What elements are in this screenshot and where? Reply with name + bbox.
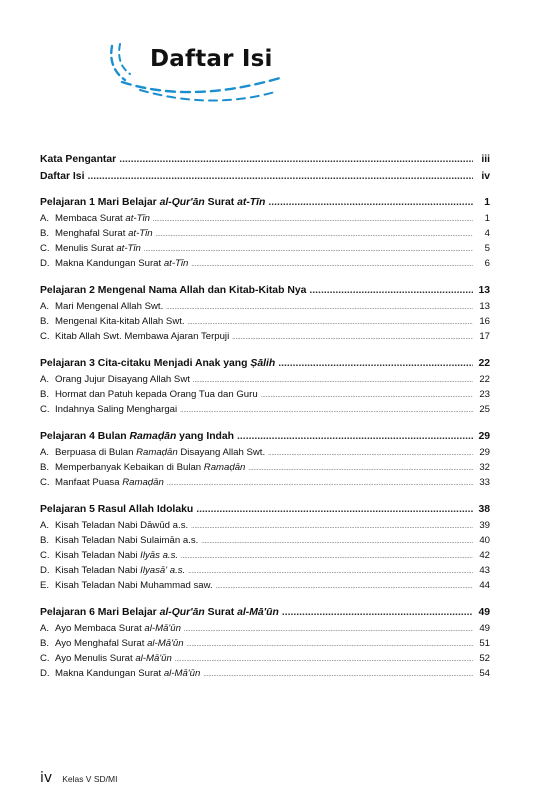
chapter-item-title: Makna Kandungan Surat at-Tīn bbox=[55, 258, 189, 269]
page-ref: iv bbox=[481, 171, 490, 182]
chapter-item-title: Mari Mengenal Allah Swt. bbox=[55, 301, 164, 312]
chapter-heading bbox=[40, 428, 490, 445]
page-ref: 13 bbox=[478, 285, 490, 296]
chapter-item bbox=[40, 299, 490, 314]
chapter-heading-title: Pelajaran 4 Bulan Ramaḍān yang Indah bbox=[40, 431, 235, 442]
item-letter: B. bbox=[40, 535, 50, 546]
page-ref: 23 bbox=[479, 389, 490, 400]
page-ref: 49 bbox=[478, 607, 490, 618]
chapter-item bbox=[40, 329, 490, 344]
chapter-item-title: Kisah Teladan Nabi Muhammad saw. bbox=[55, 580, 213, 591]
page-ref: 52 bbox=[479, 653, 490, 664]
front-entry bbox=[40, 151, 490, 168]
chapter-item bbox=[40, 621, 490, 636]
chapter-heading-title: Pelajaran 2 Mengenal Nama Allah dan Kitab-Kitab Nya bbox=[40, 285, 307, 296]
page-footer bbox=[40, 770, 117, 786]
chapter-item-title: Kisah Teladan Nabi Sulaimān a.s. bbox=[55, 535, 199, 546]
chapter-item bbox=[40, 402, 490, 417]
item-letter: A. bbox=[40, 213, 50, 224]
page-ref: 1 bbox=[484, 197, 490, 208]
page-ref: 54 bbox=[479, 668, 490, 679]
page-ref: 17 bbox=[479, 331, 490, 342]
chapter-item bbox=[40, 226, 490, 241]
leader-dots bbox=[191, 520, 473, 535]
leader-dots bbox=[153, 213, 473, 228]
leader-dots bbox=[232, 331, 473, 346]
chapter-item-title: Ayo Membaca Surat al-Mā'ūn bbox=[55, 623, 181, 634]
chapter-item-title: Indahnya Saling Menghargai bbox=[55, 404, 178, 415]
leader-dots bbox=[119, 151, 473, 168]
page-ref: 29 bbox=[479, 447, 490, 458]
page-ref: iii bbox=[481, 154, 490, 165]
item-letter: B. bbox=[40, 316, 50, 327]
chapter-item bbox=[40, 372, 490, 387]
leader-dots bbox=[184, 623, 473, 638]
chapter-item-title: Ayo Menghafal Surat al-Mā'ūn bbox=[55, 638, 184, 649]
item-letter: C. bbox=[40, 404, 50, 415]
leader-dots bbox=[156, 228, 473, 243]
chapter-item-title: Membaca Surat at-Tīn bbox=[55, 213, 150, 224]
chapter-heading-title: Pelajaran 5 Rasul Allah Idolaku bbox=[40, 504, 194, 515]
chapter-heading bbox=[40, 604, 490, 621]
leader-dots bbox=[180, 404, 473, 419]
item-letter: A. bbox=[40, 623, 50, 634]
leader-dots bbox=[181, 550, 473, 565]
leader-dots bbox=[167, 477, 473, 492]
page-ref: 6 bbox=[484, 258, 490, 269]
chapter-item bbox=[40, 518, 490, 533]
chapter-heading-title: Pelajaran 1 Mari Belajar al-Qur'ān Surat at-Tīn bbox=[40, 197, 266, 208]
item-letter: A. bbox=[40, 374, 50, 385]
leader-dots bbox=[187, 638, 473, 653]
chapter-heading bbox=[40, 194, 490, 211]
chapter-item-title: Kisah Teladan Nabi Ilyās a.s. bbox=[55, 550, 179, 561]
chapter-heading-title: Pelajaran 6 Mari Belajar al-Qur'ān Surat al-Mā'ūn bbox=[40, 607, 279, 618]
leader-dots bbox=[87, 168, 473, 185]
page-ref: 29 bbox=[478, 431, 490, 442]
leader-dots bbox=[188, 565, 473, 580]
leader-dots bbox=[175, 653, 473, 668]
chapter-item-title: Ayo Menulis Surat al-Mā'ūn bbox=[55, 653, 172, 664]
chapter-item-title: Mengenal Kita-kitab Allah Swt. bbox=[55, 316, 185, 327]
page-ref: 40 bbox=[479, 535, 490, 546]
item-letter: A. bbox=[40, 520, 50, 531]
chapter-item bbox=[40, 636, 490, 651]
chapter-item-title: Makna Kandungan Surat al-Mā'ūn bbox=[55, 668, 201, 679]
page-number: iv bbox=[40, 770, 53, 786]
leader-dots bbox=[282, 604, 473, 621]
page-ref: 13 bbox=[479, 301, 490, 312]
class-label: Kelas V SD/MI bbox=[62, 774, 118, 784]
leader-dots bbox=[248, 462, 473, 477]
chapter-heading bbox=[40, 355, 490, 372]
leader-dots bbox=[196, 501, 473, 518]
item-letter: A. bbox=[40, 301, 50, 312]
chapter-item-title: Manfaat Puasa Ramaḍān bbox=[55, 477, 164, 488]
leader-dots bbox=[261, 389, 473, 404]
leader-dots bbox=[191, 258, 473, 273]
chapter-item-title: Memperbanyak Kebaikan di Bulan Ramaḍān bbox=[55, 462, 246, 473]
item-letter: D. bbox=[40, 668, 50, 679]
item-letter: C. bbox=[40, 243, 50, 254]
chapter-list bbox=[40, 194, 490, 681]
leader-dots bbox=[268, 194, 473, 211]
chapter-heading-title: Pelajaran 3 Cita-citaku Menjadi Anak yang Ṣālih bbox=[40, 358, 276, 369]
page-ref: 5 bbox=[484, 243, 490, 254]
page-ref: 39 bbox=[479, 520, 490, 531]
leader-dots bbox=[201, 535, 473, 550]
leader-dots bbox=[309, 282, 473, 299]
chapter-item bbox=[40, 256, 490, 271]
chapter-item bbox=[40, 651, 490, 666]
chapter-item bbox=[40, 563, 490, 578]
chapter-item-title: Hormat dan Patuh kepada Orang Tua dan Guru bbox=[55, 389, 258, 400]
page-title: Daftar Isi bbox=[150, 46, 273, 72]
item-letter: C. bbox=[40, 477, 50, 488]
item-letter: B. bbox=[40, 462, 50, 473]
page-ref: 22 bbox=[478, 358, 490, 369]
page-ref: 42 bbox=[479, 550, 490, 561]
chapter-item bbox=[40, 548, 490, 563]
item-letter: D. bbox=[40, 565, 50, 576]
item-letter: B. bbox=[40, 228, 50, 239]
leader-dots bbox=[237, 428, 473, 445]
chapter-item-title: Kisah Teladan Nabi Ilyasā' a.s. bbox=[55, 565, 186, 576]
front-entry-title: Kata Pengantar bbox=[40, 154, 117, 165]
leader-dots bbox=[166, 301, 473, 316]
chapter-item bbox=[40, 445, 490, 460]
item-letter: A. bbox=[40, 447, 50, 458]
leader-dots bbox=[278, 355, 473, 372]
chapter-item-title: Orang Jujur Disayang Allah Swt bbox=[55, 374, 190, 385]
table-of-contents bbox=[40, 151, 490, 681]
chapter-item bbox=[40, 533, 490, 548]
page-ref: 51 bbox=[479, 638, 490, 649]
page-ref: 43 bbox=[479, 565, 490, 576]
page-ref: 22 bbox=[479, 374, 490, 385]
page-ref: 38 bbox=[478, 504, 490, 515]
front-entry-title: Daftar Isi bbox=[40, 171, 85, 182]
chapter-item bbox=[40, 666, 490, 681]
item-letter: B. bbox=[40, 389, 50, 400]
page-ref: 33 bbox=[479, 477, 490, 488]
page-ref: 16 bbox=[479, 316, 490, 327]
leader-dots bbox=[144, 243, 473, 258]
leader-dots bbox=[188, 316, 473, 331]
chapter-item bbox=[40, 241, 490, 256]
chapter-item bbox=[40, 211, 490, 226]
chapter-item bbox=[40, 314, 490, 329]
item-letter: B. bbox=[40, 638, 50, 649]
chapter-item-title: Menghafal Surat at-Tīn bbox=[55, 228, 153, 239]
item-letter: C. bbox=[40, 550, 50, 561]
leader-dots bbox=[203, 668, 473, 683]
page-ref: 49 bbox=[479, 623, 490, 634]
page-ref: 25 bbox=[479, 404, 490, 415]
front-entry bbox=[40, 168, 490, 185]
chapter-item-title: Kisah Teladan Nabi Dāwūd a.s. bbox=[55, 520, 189, 531]
chapter-item bbox=[40, 475, 490, 490]
leader-dots bbox=[216, 580, 473, 595]
chapter-item bbox=[40, 578, 490, 593]
chapter-heading bbox=[40, 501, 490, 518]
page-ref: 44 bbox=[479, 580, 490, 591]
item-letter: D. bbox=[40, 258, 50, 269]
chapter-item-title: Berpuasa di Bulan Ramaḍān Disayang Allah Swt. bbox=[55, 447, 266, 458]
item-letter: C. bbox=[40, 331, 50, 342]
page-ref: 32 bbox=[479, 462, 490, 473]
page-ref: 1 bbox=[484, 213, 490, 224]
front-matter bbox=[40, 151, 490, 185]
chapter-item-title: Kitab Allah Swt. Membawa Ajaran Terpuji bbox=[55, 331, 230, 342]
chapter-item-title: Menulis Surat at-Tīn bbox=[55, 243, 141, 254]
item-letter: C. bbox=[40, 653, 50, 664]
chapter-item bbox=[40, 387, 490, 402]
item-letter: E. bbox=[40, 580, 50, 591]
leader-dots bbox=[268, 447, 473, 462]
chapter-heading bbox=[40, 282, 490, 299]
page-ref: 4 bbox=[484, 228, 490, 239]
chapter-item bbox=[40, 460, 490, 475]
